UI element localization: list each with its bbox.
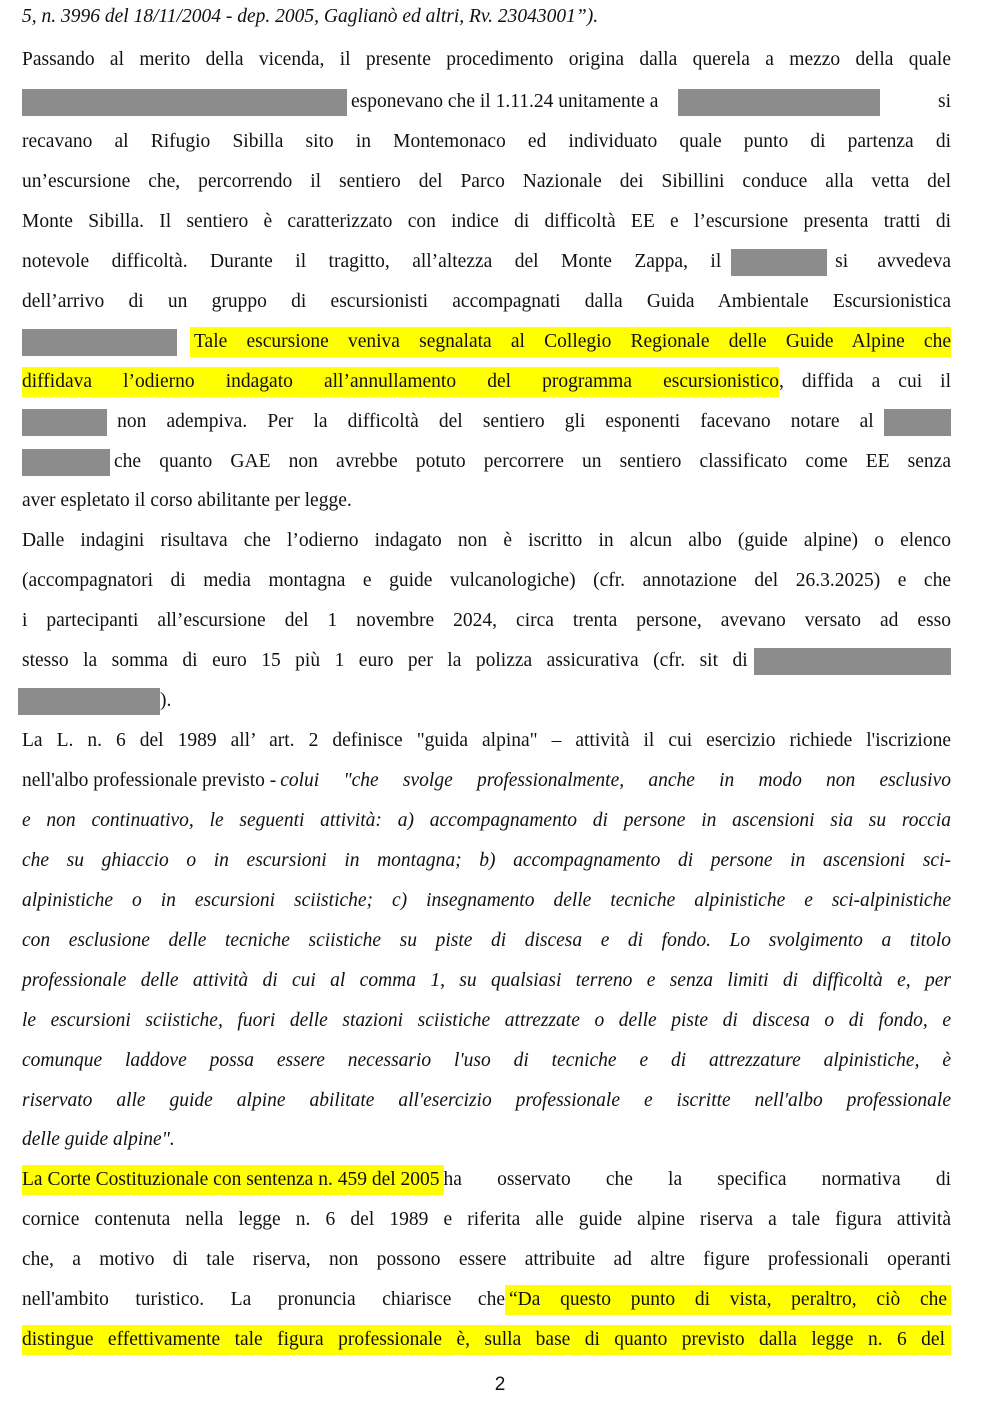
redaction-box: [22, 329, 177, 356]
redaction-box: [884, 409, 951, 436]
text-line: [22, 486, 951, 516]
text-line: [22, 1006, 951, 1036]
text-line: [22, 2, 951, 32]
line-text: Dalle indagini risultava che l’odierno indagato non è iscritto in alcun albo (guide alpine) o elenco: [22, 530, 951, 551]
line-text: si: [937, 91, 951, 112]
text-line: [22, 1125, 951, 1155]
redaction-box: [731, 249, 827, 276]
text-line: [22, 87, 951, 117]
text-line: [22, 1205, 951, 1235]
highlighted-text: La Corte Costituzionale con sentenza n. 459 del 2005: [22, 1165, 444, 1195]
highlighted-text: Tale escursione veniva segnalata al Collegio Regionale delle Guide Alpine che: [190, 327, 951, 357]
line-text: i partecipanti all’escursione del 1 novembre 2024, circa trenta persone, avevano versato ad esso: [22, 610, 951, 631]
text-line: [18, 686, 947, 716]
text-line: [22, 1086, 951, 1116]
redaction-box: [22, 409, 107, 436]
text-line: [22, 846, 951, 876]
line-text: nell'ambito turistico. La pronuncia chiarisce che: [22, 1289, 505, 1310]
text-line: [22, 1285, 951, 1315]
text-line: [22, 646, 951, 676]
text-line: [22, 1046, 951, 1076]
line-text: dell’arrivo di un gruppo di escursionisti accompagnati dalla Guida Ambientale Escursionistica: [22, 291, 951, 312]
text-line: [22, 526, 951, 556]
quoted-law-text: che su ghiaccio o in escursioni in montagna; b) accompagnamento di persone in ascensioni sci-: [22, 850, 951, 871]
line-text: Passando al merito della vicenda, il presente procedimento origina dalla querela a mezzo della quale: [22, 49, 951, 70]
line-text: si avvedeva: [835, 251, 951, 272]
highlighted-text: “Da questo punto di vista, peraltro, ciò che: [505, 1285, 951, 1315]
quoted-law-text: colui "che svolge professionalmente, anche in modo non esclusivo: [280, 770, 951, 791]
quoted-law-text: e non continuativo, le seguenti attività: a) accompagnamento di persone in ascensioni sia su roccia: [22, 810, 951, 831]
line-text: notevole difficoltà. Durante il tragitto, all’altezza del Monte Zappa, il: [22, 251, 722, 272]
line-text: ha osservato che la specifica normativa di: [443, 1169, 951, 1190]
highlighted-text: diffidava l’odierno indagato all’annullamento del programma escursionistico: [22, 367, 779, 397]
text-line: [22, 1245, 951, 1275]
line-text: stesso la somma di euro 15 più 1 euro per la polizza assicurativa (cfr. sit di: [22, 650, 748, 671]
citation-end: 5, n. 3996 del 18/11/2004 - dep. 2005, Gaglianò ed altri, Rv. 23043001”).: [22, 6, 599, 27]
line-text: che quanto GAE non avrebbe potuto percorrere un sentiero classificato come EE senza: [114, 451, 951, 472]
line-text: recavano al Rifugio Sibilla sito in Montemonaco ed individuato quale punto di partenza di: [22, 131, 951, 152]
text-line: [22, 287, 951, 317]
page-number: 2: [494, 1374, 506, 1395]
line-text: Monte Sibilla. Il sentiero è caratterizzato con indice di difficoltà EE e l’escursione presenta tratti di: [22, 211, 951, 232]
text-line: [22, 806, 951, 836]
line-text: aver espletato il corso abilitante per legge.: [22, 490, 352, 511]
quoted-law-text: le escursioni sciistiche, fuori delle stazioni sciistiche attrezzate o delle piste di discesa o di fondo, e: [22, 1010, 951, 1031]
text-line: [22, 45, 951, 75]
text-line: [22, 606, 951, 636]
quoted-law-text: con esclusione delle tecniche sciistiche su piste di discesa e di fondo. Lo svolgimento a titolo: [22, 930, 951, 951]
redaction-box: [22, 89, 347, 116]
text-line: [22, 407, 951, 437]
text-line: [22, 966, 951, 996]
redaction-box: [22, 449, 110, 476]
text-line: [22, 566, 951, 596]
text-line: [22, 726, 951, 756]
line-text: La L. n. 6 del 1989 all’ art. 2 definisce "guida alpina" – attività il cui esercizio richiede l'iscrizione: [22, 730, 951, 751]
text-line: [22, 327, 951, 357]
line-text: esponevano che il 1.11.24 unitamente a: [351, 91, 659, 112]
text-line: [22, 447, 951, 477]
text-line: [22, 367, 951, 397]
text-line: [22, 1325, 951, 1355]
text-line: [22, 766, 951, 796]
text-line: [22, 207, 951, 237]
quoted-law-text: delle guide alpine".: [22, 1129, 175, 1150]
highlighted-text: distingue effettivamente tale figura professionale è, sulla base di quanto previsto dalla legge n. 6 del: [22, 1325, 951, 1355]
line-text: (accompagnatori di media montagna e guide vulcanologiche) (cfr. annotazione del 26.3.2025) e che: [22, 570, 951, 591]
text-line: [22, 167, 951, 197]
text-line: [22, 127, 951, 157]
quoted-law-text: riservato alle guide alpine abilitate all'esercizio professionale e iscritte nell'albo professionale: [22, 1090, 951, 1111]
text-line: [22, 886, 951, 916]
line-text: nell'albo professionale previsto -: [22, 770, 277, 791]
text-line: [22, 926, 951, 956]
quoted-law-text: professionale delle attività di cui al comma 1, su qualsiasi terreno e senza limiti di difficoltà e, per: [22, 970, 951, 991]
line-text: un’escursione che, percorrendo il sentiero del Parco Nazionale dei Sibillini conduce alla vetta del: [22, 171, 951, 192]
line-text: , diffida a cui il: [779, 371, 951, 392]
line-text: cornice contenuta nella legge n. 6 del 1989 e riferita alle guide alpine riserva a tale figura attività: [22, 1209, 951, 1230]
line-text: non adempiva. Per la difficoltà del sentiero gli esponenti facevano notare al: [117, 411, 874, 432]
line-text: che, a motivo di tale riserva, non possono essere attribuite ad altre figure professionali operanti: [22, 1249, 951, 1270]
redaction-box: [18, 688, 160, 715]
text-line: [22, 247, 951, 277]
redaction-box: [754, 648, 951, 675]
text-line: [22, 1165, 951, 1195]
line-text: ).: [160, 690, 172, 711]
quoted-law-text: comunque laddove possa essere necessario l'uso di tecniche e di attrezzature alpinistiche, è: [22, 1050, 951, 1071]
redaction-box: [678, 89, 880, 116]
quoted-law-text: alpinistiche o in escursioni sciistiche; c) insegnamento delle tecniche alpinistiche e sci-alpinistiche: [22, 890, 951, 911]
